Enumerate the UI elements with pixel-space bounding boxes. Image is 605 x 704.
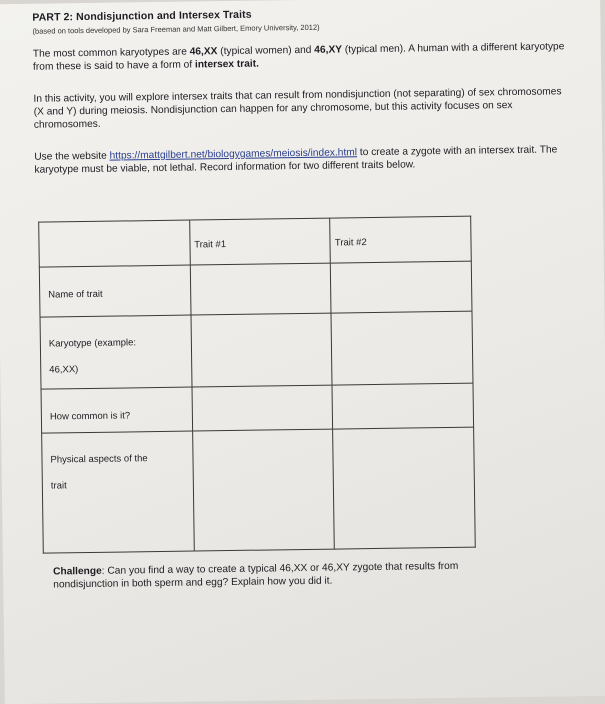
intro-paragraph: The most common karyotypes are 46,XX (typical women) and 46,XY (typical men). A human with a different karyotype from these is said to have a form of intersex trait. — [32, 41, 565, 73]
table-row — [42, 427, 476, 553]
table-row — [40, 311, 473, 389]
answer-cell-trait-1-karyotype[interactable] — [191, 313, 333, 387]
page-title: PART 2: Nondisjunction and Intersex Traits — [32, 8, 252, 24]
header-cell-blank — [39, 220, 190, 267]
table-header-row — [39, 216, 472, 267]
table-row — [41, 383, 474, 433]
challenge-paragraph: Challenge: Can you find a way to create a typical 46,XX or 46,XY zygote that results from nondisjunction in both sperm and egg? Explain how you did it. — [52, 560, 459, 591]
page-subtitle: (based on tools developed by Sara Freeman and Matt Gilbert, Emory University, 2012) — [32, 22, 320, 36]
row-label-karyotype: Karyotype (example: 46,XX) — [40, 315, 192, 389]
traits-table — [38, 216, 476, 554]
answer-cell-trait-2-name[interactable] — [331, 261, 472, 313]
meiosis-website-link[interactable]: https://mattgilbert.net/biologygames/meiosis/index.html — [109, 147, 358, 162]
activity-paragraph: In this activity, you will explore intersex traits that can result from nondisjunction (not separating) of sex chromosomes (X and Y) during meiosis. Nondisjunction can happen for any chromosome, but this activity focuses on sex chromosomes. — [33, 86, 562, 131]
instructions-paragraph: Use the website https://mattgilbert.net/biologygames/meiosis/index.html to create a zygote with an intersex trait. The karyotype must be viable, not lethal. Record information for two different traits below. — [34, 144, 558, 176]
answer-cell-trait-1-physical[interactable] — [192, 429, 334, 551]
answer-cell-trait-2-karyotype[interactable] — [331, 311, 473, 385]
answer-cell-trait-2-frequency[interactable] — [332, 383, 473, 429]
row-label-frequency: How common is it? — [41, 387, 192, 433]
answer-cell-trait-2-physical[interactable] — [333, 427, 475, 549]
row-label-name: Name of trait — [39, 265, 190, 317]
row-label-physical: Physical aspects of the trait — [42, 431, 194, 553]
table-row — [39, 261, 472, 317]
header-cell-trait-1: Trait #1 — [189, 218, 330, 265]
answer-cell-trait-1-frequency[interactable] — [192, 385, 333, 431]
answer-cell-trait-1-name[interactable] — [190, 263, 331, 315]
header-cell-trait-2: Trait #2 — [330, 216, 471, 263]
